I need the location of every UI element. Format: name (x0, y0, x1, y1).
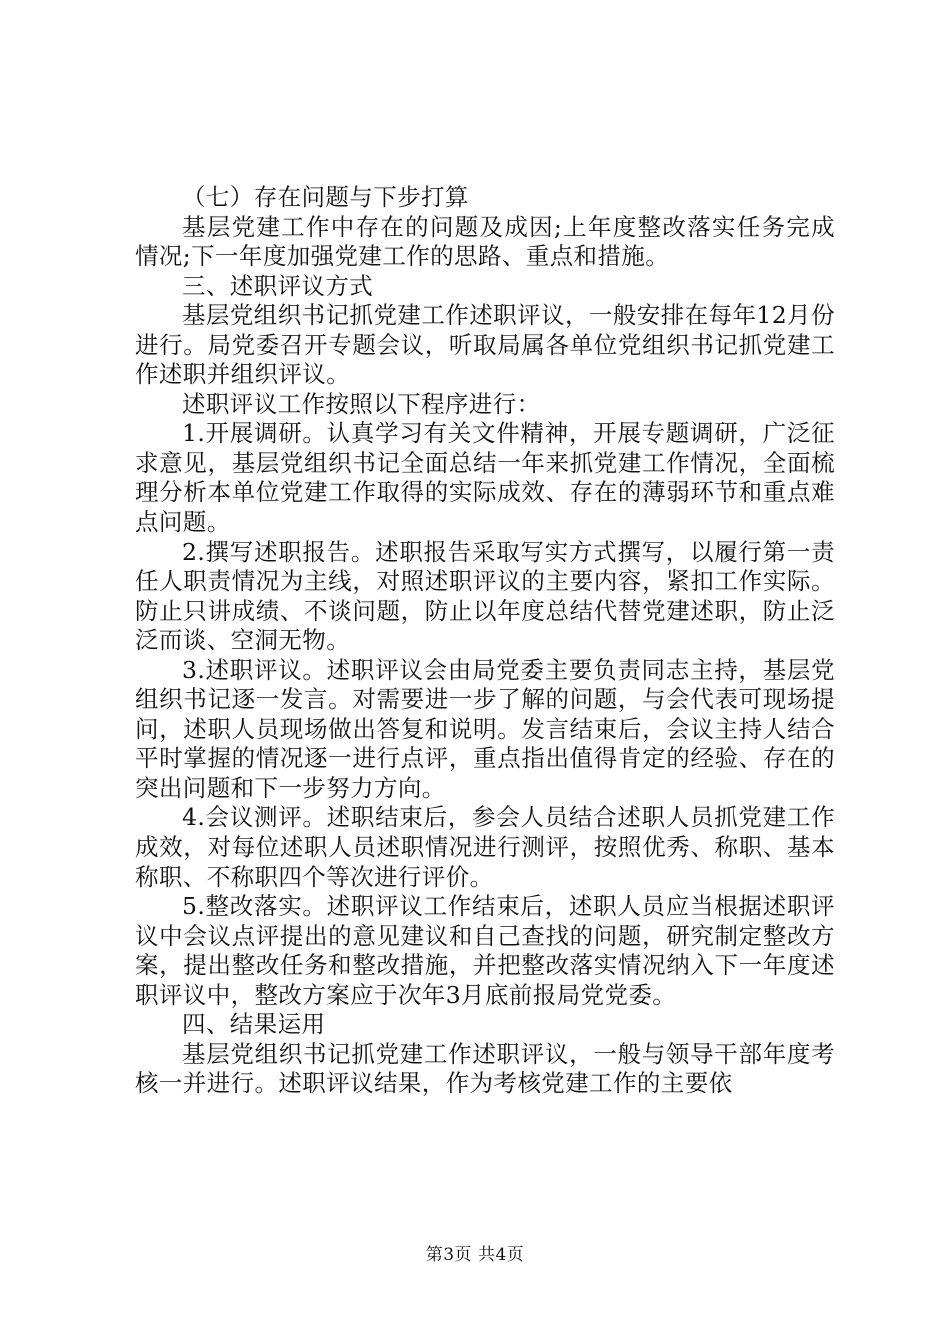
section-heading-results: 四、结果运用 (182, 1010, 326, 1039)
paragraph-step-rectification: 5.整改落实。述职评议工作结束后，述职人员应当根据述职评议中会议点评提出的意见建议和自己查找的问题，研究制定整改方案，提出整改任务和整改措施，并把整改落实情况纳入下一年度述职评议中，整改方案应于次年3月底前报局党党委。 (135, 892, 835, 1009)
paragraph-schedule: 基层党组织书记抓党建工作述职评议，一般安排在每年12月份进行。局党委召开专题会议，听取局属各单位党组织书记抓党建工作述职并组织评议。 (135, 301, 835, 389)
paragraph-step-evaluation: 4.会议测评。述职结束后，参会人员结合述职人员抓党建工作成效，对每位述职人员述职情况进行测评，按照优秀、称职、基本称职、不称职四个等次进行评价。 (135, 803, 835, 891)
paragraph-step-review: 3.述职评议。述职评议会由局党委主要负责同志主持，基层党组织书记逐一发言。对需要进一步了解的问题，与会代表可现场提问，述职人员现场做出答复和说明。发言结束后，会议主持人结合平时掌握的情况逐一进行点评，重点指出值得肯定的经验、存在的突出问题和下一步努力方向。 (135, 655, 835, 802)
section-heading-method: 三、述职评议方式 (182, 271, 374, 300)
paragraph-procedure-intro: 述职评议工作按照以下程序进行： (182, 389, 541, 418)
paragraph-results: 基层党组织书记抓党建工作述职评议，一般与领导干部年度考核一并进行。述职评议结果，作为考核党建工作的主要依 (135, 1039, 835, 1098)
document-body (135, 183, 835, 1099)
paragraph-problems: 基层党建工作中存在的问题及成因;上年度整改落实任务完成情况;下一年度加强党建工作的思路、重点和措施。 (135, 212, 835, 271)
page-number-footer: 第3页 共4页 (425, 1245, 525, 1265)
section-heading-problems: （七）存在问题与下步打算 (182, 183, 469, 211)
paragraph-step-report: 2.撰写述职报告。述职报告采取写实方式撰写，以履行第一责任人职责情况为主线，对照述职评议的主要内容，紧扣工作实际。防止只讲成绩、不谈问题，防止以年度总结代替党建述职，防止泛泛而谈、空洞无物。 (135, 537, 835, 655)
paragraph-step-research: 1.开展调研。认真学习有关文件精神，开展专题调研，广泛征求意见，基层党组织书记全面总结一年来抓党建工作情况，全面梳理分析本单位党建工作取得的实际成效、存在的薄弱环节和重点难点问题。 (135, 419, 835, 537)
